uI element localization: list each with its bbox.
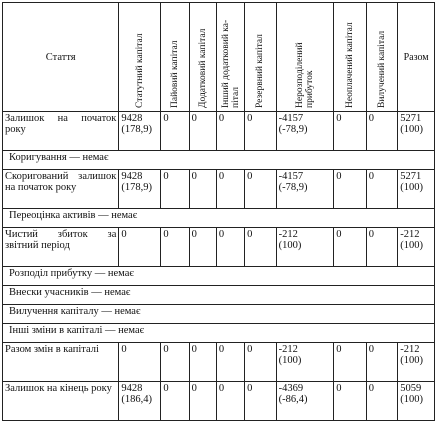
section-note: Розподіл прибутку — немає: [3, 267, 435, 286]
cell-statutnyi: 9428 (178,9): [119, 170, 161, 209]
cell-dodatkovyi: 0: [189, 170, 216, 209]
cell-neoplachenyi: 0: [334, 382, 367, 421]
cell-neoplachenyi: 0: [334, 170, 367, 209]
cell-nerozpodilenyi: -212 (100): [276, 228, 334, 267]
row-label: Залишок на початок року: [3, 112, 119, 151]
cell-nerozpodilenyi: -4369 (-86,4): [276, 382, 334, 421]
row-label: Разом змін в капіталі: [3, 343, 119, 382]
cell-rezervnyi: 0: [245, 112, 276, 151]
header-statutnyi: Статутний капітал: [119, 3, 161, 112]
cell-paiovyi: 0: [161, 382, 189, 421]
cell-rezervnyi: 0: [245, 228, 276, 267]
cell-dodatkovyi: 0: [189, 112, 216, 151]
cell-inshyi: 0: [216, 228, 244, 267]
cell-paiovyi: 0: [161, 170, 189, 209]
cell-razom: 5271 (100): [398, 170, 435, 209]
header-nerozpodilenyi: Нерозподілений прибуток: [276, 3, 334, 112]
row-label: Чистий збиток за звітний період: [3, 228, 119, 267]
cell-statutnyi: 9428 (186,4): [119, 382, 161, 421]
header-razom: Разом: [398, 3, 435, 112]
row-label: Скоригований залишок на початок року: [3, 170, 119, 209]
table-row: [3, 286, 435, 305]
header-stattia: Стаття: [3, 3, 119, 112]
equity-statement-table: [2, 2, 435, 421]
cell-razom: -212 (100): [398, 228, 435, 267]
header-neoplachenyi: Неоплачений капітал: [334, 3, 367, 112]
cell-inshyi: 0: [216, 170, 244, 209]
table-row: [3, 170, 435, 209]
table-row: [3, 209, 435, 228]
cell-paiovyi: 0: [161, 343, 189, 382]
cell-statutnyi: 9428 (178,9): [119, 112, 161, 151]
table-row: [3, 228, 435, 267]
row-label: Залишок на кінець року: [3, 382, 119, 421]
cell-vyluchenyi: 0: [366, 112, 397, 151]
cell-nerozpodilenyi: -212 (100): [276, 343, 334, 382]
cell-dodatkovyi: 0: [189, 382, 216, 421]
cell-inshyi: 0: [216, 382, 244, 421]
header-paiovyi: Пайовий капітал: [161, 3, 189, 112]
cell-nerozpodilenyi: -4157 (-78,9): [276, 170, 334, 209]
equity-statement-table-container: [2, 2, 435, 405]
cell-nerozpodilenyi: -4157 (-78,9): [276, 112, 334, 151]
cell-rezervnyi: 0: [245, 382, 276, 421]
cell-dodatkovyi: 0: [189, 343, 216, 382]
table-row: [3, 151, 435, 170]
section-note: Внески учасників — немає: [3, 286, 435, 305]
cell-razom: 5271 (100): [398, 112, 435, 151]
cell-paiovyi: 0: [161, 228, 189, 267]
table-row: [3, 343, 435, 382]
cell-rezervnyi: 0: [245, 170, 276, 209]
section-note: Коригування — немає: [3, 151, 435, 170]
cell-rezervnyi: 0: [245, 343, 276, 382]
cell-dodatkovyi: 0: [189, 228, 216, 267]
header-rezervnyi: Резервний капітал: [245, 3, 276, 112]
cell-neoplachenyi: 0: [334, 343, 367, 382]
header-vyluchenyi: Вилучений капітал: [366, 3, 397, 112]
header-dodatkovyi: Додатковий капітал: [189, 3, 216, 112]
cell-neoplachenyi: 0: [334, 112, 367, 151]
cell-statutnyi: 0: [119, 343, 161, 382]
section-note: Інші зміни в капіталі — немає: [3, 324, 435, 343]
cell-inshyi: 0: [216, 343, 244, 382]
table-row: [3, 305, 435, 324]
table-row: [3, 324, 435, 343]
cell-neoplachenyi: 0: [334, 228, 367, 267]
cell-statutnyi: 0: [119, 228, 161, 267]
cell-razom: 5059 (100): [398, 382, 435, 421]
cell-vyluchenyi: 0: [366, 382, 397, 421]
cell-paiovyi: 0: [161, 112, 189, 151]
cell-razom: -212 (100): [398, 343, 435, 382]
header-row: [3, 3, 435, 112]
section-note: Переоцінка активів — немає: [3, 209, 435, 228]
section-note: Вилучення капіталу — немає: [3, 305, 435, 324]
cell-vyluchenyi: 0: [366, 343, 397, 382]
table-row: [3, 267, 435, 286]
table-row: [3, 382, 435, 421]
cell-vyluchenyi: 0: [366, 228, 397, 267]
cell-vyluchenyi: 0: [366, 170, 397, 209]
cell-inshyi: 0: [216, 112, 244, 151]
header-inshyi-dodatkovyi: Інший додатковий ка-пітал: [216, 3, 244, 112]
table-row: [3, 112, 435, 151]
